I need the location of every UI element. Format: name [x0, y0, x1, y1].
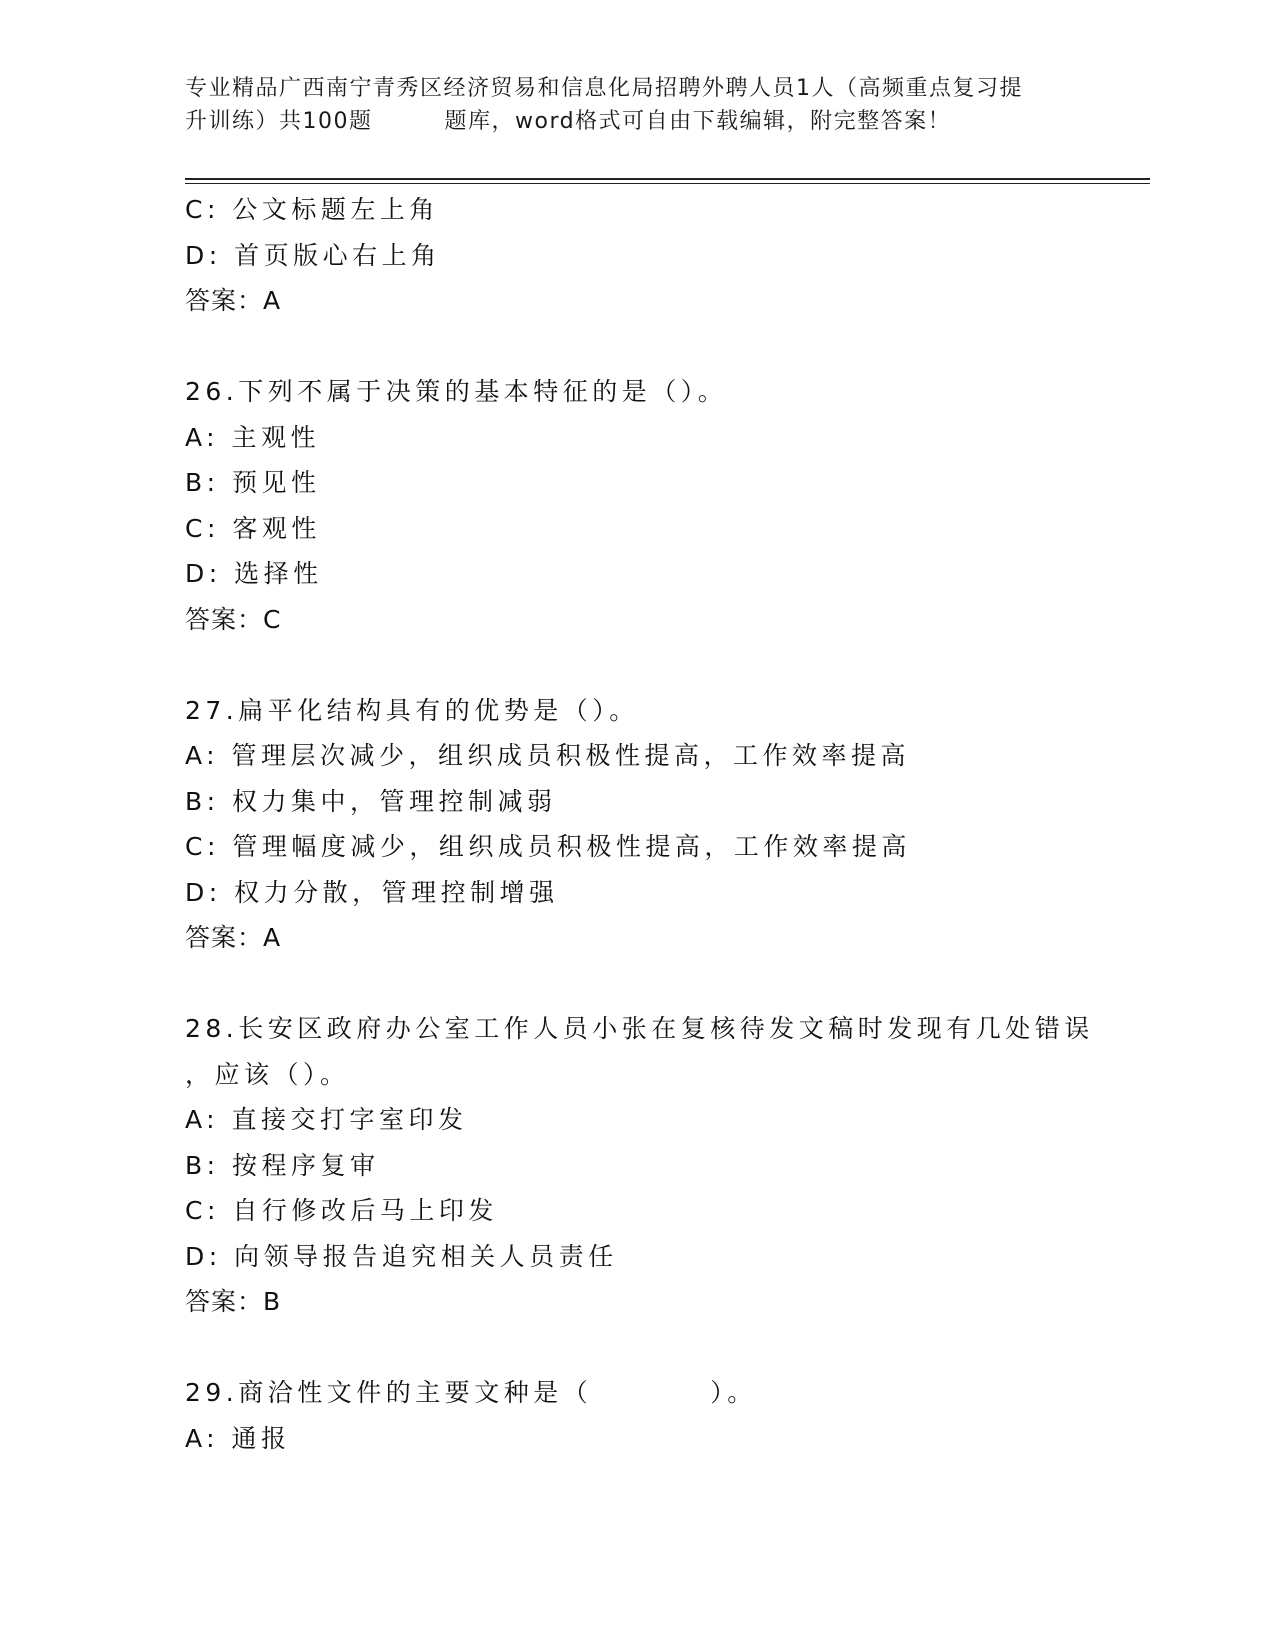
question-stem: 26.下列不属于决策的基本特征的是（）。: [185, 377, 728, 406]
option-c: C: 管理幅度减少，组织成员积极性提高，工作效率提高: [185, 832, 911, 861]
spacer: [185, 1325, 1135, 1371]
option-a: A: 直接交打字室印发: [185, 1105, 468, 1134]
option-a: A: 通报: [185, 1423, 291, 1453]
option-d: D: 首页版心右上角: [185, 240, 441, 270]
option-c: C: 公文标题左上角: [185, 195, 439, 224]
option-d: D: 选择性: [185, 559, 323, 588]
question-28: [185, 1006, 1135, 1325]
header-divider: [185, 178, 1150, 184]
option-c: C: 自行修改后马上印发: [185, 1196, 498, 1225]
option-b: B: 按程序复审: [185, 1150, 380, 1180]
question-29: [185, 1370, 1135, 1461]
option-d: D: 向领导报告追究相关人员责任: [185, 1241, 618, 1271]
header-title-part-b: 题库，word格式可自由下载编辑，附完整答案！: [444, 109, 952, 134]
question-stem: 28.长安区政府办公室工作人员小张在复核待发文稿时发现有几处错误: [185, 1014, 1094, 1043]
page-header: [185, 72, 1085, 138]
header-title-line-1: 专业精品广西南宁青秀区经济贸易和信息化局招聘外聘人员1人（高频重点复习提: [185, 76, 1023, 101]
question-27: [185, 688, 1135, 961]
header-title-line-2: [185, 105, 1085, 138]
option-b: B: 权力集中，管理控制减弱: [185, 786, 557, 816]
question-stem: 27.扁平化结构具有的优势是（）。: [185, 695, 639, 725]
option-c: C: 客观性: [185, 513, 321, 543]
option-b: B: 预见性: [185, 468, 321, 497]
spacer: [185, 324, 1135, 370]
answer-line: 答案：C: [185, 604, 282, 634]
question-stem-continuation: ，应该（）。: [185, 1059, 350, 1089]
question-list: [185, 187, 1135, 1461]
answer-line: 答案：A: [185, 923, 282, 952]
previous-question-tail: [185, 187, 1135, 324]
option-a: A: 管理层次减少，组织成员积极性提高，工作效率提高: [185, 741, 911, 770]
question-stem: 29.商洽性文件的主要文种是（ ）。: [185, 1378, 757, 1407]
question-26: [185, 369, 1135, 642]
spacer: [185, 961, 1135, 1007]
option-a: A: 主观性: [185, 422, 321, 452]
answer-line: 答案：B: [185, 1287, 282, 1316]
option-d: D: 权力分散，管理控制增强: [185, 877, 559, 907]
header-title-part-a: 升训练）共100题: [185, 109, 373, 134]
answer-line: 答案：A: [185, 286, 282, 315]
spacer: [185, 642, 1135, 688]
